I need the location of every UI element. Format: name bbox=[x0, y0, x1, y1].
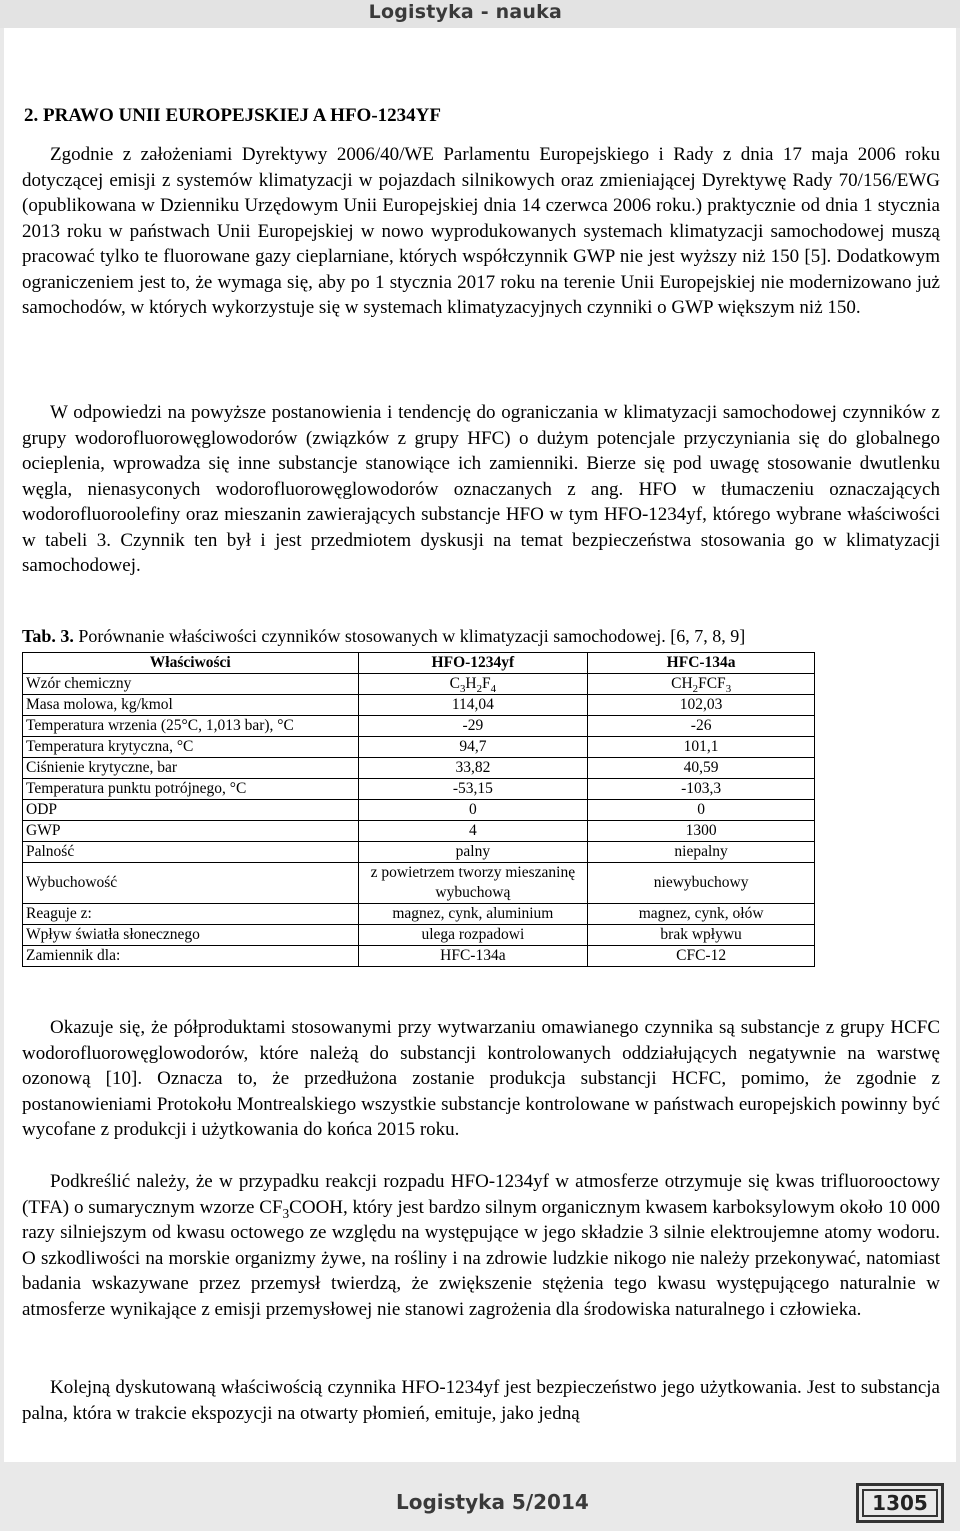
header-cell: Właściwości bbox=[23, 653, 359, 674]
paragraph-1: Zgodnie z założeniami Dyrektywy 2006/40/WE Parlamentu Europejskiego i Rady z dnia 17 maja 2006 roku dotyczącej emisji z systemów klimatyzacji w pojazdach silnikowych oraz zmieniającej Dyrektywę Rady 70/156/EWG (opublikowana w Dzienniku Urzędowym Unii Europejskiej dnia 14 czerwca 2006 roku.) praktycznie od dnia 1 stycznia 2013 roku w państwach Unii Europejskiej w nowo wyprodukowanych systemach klimatyzacji samochodowej muszą pracować tylko te fluorowane gazy cieplarniane, których współczynnik GWP nie jest wyższy niż 150 [5]. Dodatkowym ograniczeniem jest to, że wymaga się, aby po 1 stycznia 2017 roku na terenie Unii Europejskiej nie modernizowano już samochodów, w których wykorzystuje się w systemach klimatyzacyjnych czynniki o GWP większym niż 150. bbox=[22, 144, 940, 318]
value-hfo: 33,82 bbox=[358, 758, 588, 779]
property-name: Palność bbox=[23, 842, 359, 863]
value-hfo: ulega rozpadowi bbox=[358, 925, 588, 946]
table-row bbox=[23, 779, 815, 800]
value-hfc: 102,03 bbox=[588, 695, 815, 716]
value-hfo: 114,04 bbox=[358, 695, 588, 716]
value-hfc: niepalny bbox=[588, 842, 815, 863]
value-hfo: magnez, cynk, aluminium bbox=[358, 904, 588, 925]
value-hfc: 1300 bbox=[588, 821, 815, 842]
paragraph-5: Kolejną dyskutowaną właściwością czynnika HFO-1234yf jest bezpieczeństwo jego użytkowania. Jest to substancja palna, która w trakcie ekspozycji na otwarty płomień, emituje, jako jedną bbox=[22, 1377, 940, 1424]
property-name: Zamiennik dla: bbox=[23, 946, 359, 967]
value-hfc: brak wpływu bbox=[588, 925, 815, 946]
table-header-row bbox=[23, 653, 815, 674]
property-name: Temperatura krytyczna, °C bbox=[23, 737, 359, 758]
table-row bbox=[23, 821, 815, 842]
table-caption-label: Tab. 3. bbox=[22, 626, 74, 646]
table-row bbox=[23, 863, 815, 904]
property-name: ODP bbox=[23, 800, 359, 821]
table-row bbox=[23, 716, 815, 737]
property-name: Ciśnienie krytyczne, bar bbox=[23, 758, 359, 779]
value-hfc: niewybuchowy bbox=[588, 863, 815, 904]
value-hfc: 0 bbox=[588, 800, 815, 821]
table-caption-text: Porównanie właściwości czynników stosowanych w klimatyzacji samochodowej. [6, 7, 8, 9] bbox=[73, 626, 746, 646]
property-name: Temperatura punktu potrójnego, °C bbox=[23, 779, 359, 800]
property-name: Reaguje z: bbox=[23, 904, 359, 925]
value-hfo: palny bbox=[358, 842, 588, 863]
value-hfo: 4 bbox=[358, 821, 588, 842]
value-hfc: magnez, cynk, ołów bbox=[588, 904, 815, 925]
header-cell: HFO-1234yf bbox=[358, 653, 588, 674]
table-row bbox=[23, 842, 815, 863]
header-band bbox=[0, 0, 960, 28]
table-row bbox=[23, 800, 815, 821]
formula-hfo: $C_3H_2F_4$ bbox=[358, 674, 588, 695]
table-row bbox=[23, 737, 815, 758]
paragraph-3: Okazuje się, że półproduktami stosowanymi przy wytwarzaniu omawianego czynnika są substancje z grupy HCFC wodorofluorowęglowodorów, które należą do substancji kontrolowanych oddziałujących negatywnie na warstwę ozonową [10]. Oznacza to, że przedłużona zostanie produkcja substancji HCFC, pomimo, że zgodnie z postanowieniami Protokołu Montrealskiego wszystkie substancje kontrolowane w państwach europejskich powinny być wycofane z produkcji i użytkowania do końca 2015 roku. bbox=[22, 1017, 940, 1140]
table-row bbox=[23, 925, 815, 946]
value-hfc: 101,1 bbox=[588, 737, 815, 758]
value-hfo: 0 bbox=[358, 800, 588, 821]
property-name: Wybuchowość bbox=[23, 863, 359, 904]
table-row bbox=[23, 674, 815, 695]
value-hfc: CFC-12 bbox=[588, 946, 815, 967]
property-name: Masa molowa, kg/kmol bbox=[23, 695, 359, 716]
page-number: 1305 bbox=[862, 1489, 938, 1517]
journal-title: Logistyka - nauka bbox=[368, 1, 562, 23]
table-row bbox=[23, 695, 815, 716]
property-name: Temperatura wrzenia (25°C, 1,013 bar), °C bbox=[23, 716, 359, 737]
property-name: Wpływ światła słonecznego bbox=[23, 925, 359, 946]
table-row bbox=[23, 904, 815, 925]
property-name: Wzór chemiczny bbox=[23, 674, 359, 695]
formula-hfc: $CH_2FCF_3$ bbox=[588, 674, 815, 695]
table-caption bbox=[22, 624, 940, 648]
page-number-box bbox=[856, 1483, 944, 1523]
property-name: GWP bbox=[23, 821, 359, 842]
table-row bbox=[23, 946, 815, 967]
value-hfo: z powietrzem tworzy mieszaninę wybuchową bbox=[358, 863, 588, 904]
paragraph-4: Podkreślić należy, że w przypadku reakcji rozpadu HFO-1234yf w atmosferze otrzymuje się kwas trifluorooctowy (TFA) o sumarycznym wzorze $CF_3COOH$, który jest bardzo silnym organicznym kwasem karboksylowym około 10 000 razy silniejszym od kwasu octowego ze względu na występujące w jego składzie 3 silnie elektroujemne atomy wodoru. O szkodliwości na morskie organizmy żywe, na rośliny i na zdrowie ludzkie nikogo nie należy przekonywać, natomiast badania wskazywane przez przemysł twierdzą, że zwiększenie stężenia tego kwasu występującego naturalnie w atmosferze wynikające z emisji przemysłowej nie stanowi zagrożenia dla środowiska naturalnego i człowieka. bbox=[22, 1171, 940, 1320]
page bbox=[4, 28, 956, 1462]
table-row bbox=[23, 758, 815, 779]
value-hfo: HFC-134a bbox=[358, 946, 588, 967]
value-hfo: -29 bbox=[358, 716, 588, 737]
value-hfc: -103,3 bbox=[588, 779, 815, 800]
value-hfo: 94,7 bbox=[358, 737, 588, 758]
properties-table bbox=[22, 652, 815, 967]
header-cell: HFC-134a bbox=[588, 653, 815, 674]
value-hfo: -53,15 bbox=[358, 779, 588, 800]
value-hfc: 40,59 bbox=[588, 758, 815, 779]
journal-issue: Logistyka 5/2014 bbox=[396, 1490, 589, 1514]
section-heading: 2. PRAWO UNII EUROPEJSKIEJ A HFO-1234YF bbox=[24, 105, 441, 126]
paragraph-2: W odpowiedzi na powyższe postanowienia i tendencję do ograniczania w klimatyzacji samochodowej czynników z grupy wodorofluorowęglowodorów (związków z grupy HFC) o dużym potencjale przyczyniania się do globalnego ocieplenia, wprowadza się inne substancje stanowiące ich zamienniki. Bierze się pod uwagę stosowanie dwutlenku węgla, nienasyconych wodorofluorowęglowodorów oznaczanych z ang. HFO w tłumaczeniu oznaczających wodorofluoroolefiny oraz mieszanin zawierających substancje HFO w tym HFO-1234yf, którego wybrane właściwości w tabeli 3. Czynnik ten był i jest przedmiotem dyskusji na temat bezpieczeństwa stosowania go w klimatyzacji samochodowej. bbox=[22, 402, 940, 576]
value-hfc: -26 bbox=[588, 716, 815, 737]
